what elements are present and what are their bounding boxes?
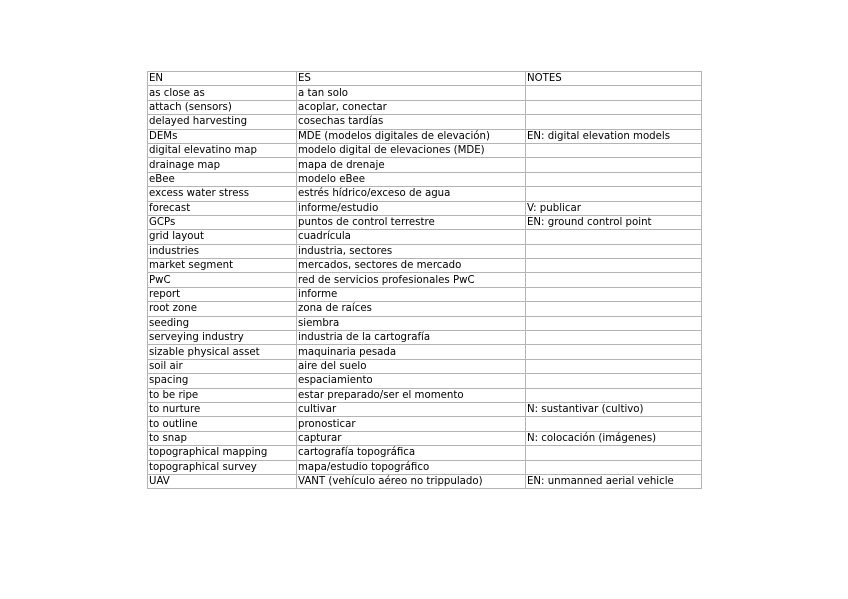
- cell-es: industria, sectores: [297, 244, 526, 258]
- cell-notes: [526, 115, 702, 129]
- cell-es: informe: [297, 287, 526, 301]
- cell-en: report: [148, 287, 297, 301]
- cell-es: modelo eBee: [297, 172, 526, 186]
- cell-notes: [526, 359, 702, 373]
- cell-notes: [526, 143, 702, 157]
- cell-en: DEMs: [148, 129, 297, 143]
- cell-en: root zone: [148, 302, 297, 316]
- cell-es: industria de la cartografía: [297, 331, 526, 345]
- glossary-table: [147, 71, 702, 489]
- cell-notes: EN: digital elevation models: [526, 129, 702, 143]
- cell-en: to snap: [148, 431, 297, 445]
- cell-notes: [526, 86, 702, 100]
- cell-notes: [526, 331, 702, 345]
- cell-en: eBee: [148, 172, 297, 186]
- cell-es: espaciamiento: [297, 374, 526, 388]
- table-row: [148, 388, 702, 402]
- cell-en: spacing: [148, 374, 297, 388]
- cell-es: a tan solo: [297, 86, 526, 100]
- cell-en: topographical survey: [148, 460, 297, 474]
- table-row: [148, 201, 702, 215]
- table-row: [148, 86, 702, 100]
- cell-en: to outline: [148, 417, 297, 431]
- table-row: [148, 143, 702, 157]
- cell-es: red de servicios profesionales PwC: [297, 273, 526, 287]
- cell-en: topographical mapping: [148, 446, 297, 460]
- table-row: [148, 259, 702, 273]
- cell-en: industries: [148, 244, 297, 258]
- cell-en: soil air: [148, 359, 297, 373]
- cell-en: sizable physical asset: [148, 345, 297, 359]
- cell-en: to nurture: [148, 402, 297, 416]
- cell-es: maquinaria pesada: [297, 345, 526, 359]
- table-row: [148, 460, 702, 474]
- table-row: [148, 431, 702, 445]
- table-row: [148, 172, 702, 186]
- cell-notes: [526, 345, 702, 359]
- cell-notes: [526, 287, 702, 301]
- cell-en: as close as: [148, 86, 297, 100]
- table-row: [148, 187, 702, 201]
- cell-notes: N: sustantivar (cultivo): [526, 402, 702, 416]
- table-row: [148, 158, 702, 172]
- cell-es: cosechas tardías: [297, 115, 526, 129]
- cell-notes: [526, 273, 702, 287]
- table-row: [148, 446, 702, 460]
- table-row: [148, 287, 702, 301]
- cell-es: estar preparado/ser el momento: [297, 388, 526, 402]
- cell-notes: [526, 158, 702, 172]
- cell-notes: [526, 100, 702, 114]
- cell-es: mapa de drenaje: [297, 158, 526, 172]
- cell-en: attach (sensors): [148, 100, 297, 114]
- cell-en: grid layout: [148, 230, 297, 244]
- cell-notes: [526, 230, 702, 244]
- cell-notes: EN: unmanned aerial vehicle: [526, 474, 702, 488]
- cell-notes: V: publicar: [526, 201, 702, 215]
- cell-notes: [526, 244, 702, 258]
- cell-en: digital elevatino map: [148, 143, 297, 157]
- cell-en: to be ripe: [148, 388, 297, 402]
- table-row: [148, 129, 702, 143]
- table-row: [148, 374, 702, 388]
- cell-es: MDE (modelos digitales de elevación): [297, 129, 526, 143]
- cell-notes: [526, 302, 702, 316]
- cell-notes: [526, 446, 702, 460]
- table-row: [148, 215, 702, 229]
- cell-notes: [526, 316, 702, 330]
- cell-es: modelo digital de elevaciones (MDE): [297, 143, 526, 157]
- cell-notes: [526, 388, 702, 402]
- table-row: [148, 474, 702, 488]
- cell-es: informe/estudio: [297, 201, 526, 215]
- header-notes: NOTES: [526, 72, 702, 86]
- cell-en: drainage map: [148, 158, 297, 172]
- table-row: [148, 417, 702, 431]
- header-es: ES: [297, 72, 526, 86]
- cell-es: siembra: [297, 316, 526, 330]
- cell-en: GCPs: [148, 215, 297, 229]
- cell-notes: EN: ground control point: [526, 215, 702, 229]
- cell-notes: [526, 374, 702, 388]
- header-en: EN: [148, 72, 297, 86]
- cell-notes: [526, 172, 702, 186]
- cell-es: cuadrícula: [297, 230, 526, 244]
- cell-notes: [526, 417, 702, 431]
- cell-es: VANT (vehículo aéreo no trippulado): [297, 474, 526, 488]
- cell-es: acoplar, conectar: [297, 100, 526, 114]
- cell-en: forecast: [148, 201, 297, 215]
- cell-es: estrés hídrico/exceso de agua: [297, 187, 526, 201]
- table-row: [148, 302, 702, 316]
- cell-es: mapa/estudio topográfico: [297, 460, 526, 474]
- table-row: [148, 273, 702, 287]
- cell-es: cartografía topográfica: [297, 446, 526, 460]
- cell-notes: [526, 259, 702, 273]
- cell-es: capturar: [297, 431, 526, 445]
- cell-es: puntos de control terrestre: [297, 215, 526, 229]
- cell-es: zona de raíces: [297, 302, 526, 316]
- table-body: [148, 86, 702, 489]
- cell-es: cultivar: [297, 402, 526, 416]
- table-row: [148, 100, 702, 114]
- table-row: [148, 359, 702, 373]
- cell-notes: [526, 187, 702, 201]
- table-row: [148, 244, 702, 258]
- cell-es: mercados, sectores de mercado: [297, 259, 526, 273]
- cell-notes: N: colocación (imágenes): [526, 431, 702, 445]
- table-header-row: [148, 72, 702, 86]
- table-row: [148, 331, 702, 345]
- cell-es: pronosticar: [297, 417, 526, 431]
- table-row: [148, 316, 702, 330]
- cell-en: market segment: [148, 259, 297, 273]
- cell-en: delayed harvesting: [148, 115, 297, 129]
- cell-notes: [526, 460, 702, 474]
- table-row: [148, 402, 702, 416]
- cell-es: aire del suelo: [297, 359, 526, 373]
- cell-en: PwC: [148, 273, 297, 287]
- cell-en: serveying industry: [148, 331, 297, 345]
- cell-en: excess water stress: [148, 187, 297, 201]
- table-row: [148, 115, 702, 129]
- table-row: [148, 230, 702, 244]
- table-row: [148, 345, 702, 359]
- cell-en: seeding: [148, 316, 297, 330]
- cell-en: UAV: [148, 474, 297, 488]
